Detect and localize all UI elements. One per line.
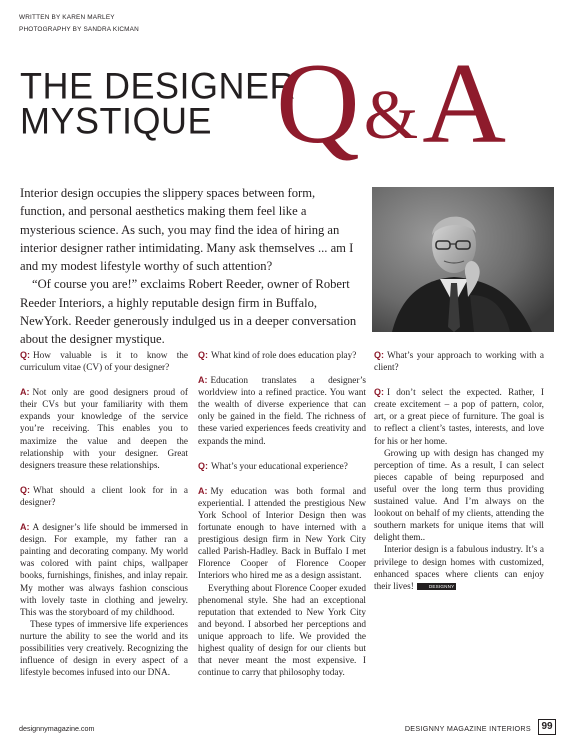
answer-4-continued: Everything about Florence Cooper exuded phenomenal style. She had an exceptional reputation that extended to New York City and beyond. I absorbed her perceptions and unique approach to life. We provided the highest quality of design for our clients but that never meant the most expensive. I continue to carry that philosophy today.: [198, 583, 366, 679]
question-3: What kind of role does education play?: [211, 351, 357, 361]
question-5: What’s your approach to working with a client?: [374, 351, 544, 374]
qa-mark-a: A: [422, 40, 507, 168]
byline-writer: WRITTEN BY KAREN MARLEY: [19, 14, 115, 21]
answer-2-continued: These types of immersive life experiences nurture the ability to see the world and its possibilities very creatively. Recognizing the influence of design in every aspect of a lifestyle becomes infused into our DNA.: [20, 619, 188, 679]
qa-mark-q: Q: [276, 40, 360, 168]
headline-line-1: THE DESIGNER: [20, 64, 297, 107]
intro-paragraph-2: “Of course you are!” exclaims Robert Reeder, owner of Robert Reeder Interiors, a highly reputable design firm in Buffalo, NewYork. Reeder generously indulged us in a deeper conversation about the designer mystique.: [20, 277, 357, 347]
qa-column-3: [374, 349, 544, 593]
answer-label: A:: [20, 522, 30, 533]
footer-website: designnymagazine.com: [19, 724, 95, 733]
closing-paragraph: Interior design is a fabulous industry. It’s a privilege to design homes with customized, enhanced spaces where clients can enjoy their lives!: [374, 545, 544, 592]
answer-label: Q:: [374, 387, 384, 398]
qa-column-1: [20, 349, 188, 679]
question-4: What’s your educational experience?: [211, 461, 348, 472]
answer-4: My education was both formal and experiential. I attended the prestigious New York School of Interior Design then was fortunate enough to have interned with a prestigious design firm in New York City called Parish-Hadley. Back in Buffalo I met Florence Cooper of Florence Cooper Interiors who hired me as a design assistant.: [198, 486, 366, 582]
end-mark-logo: DESIGNNY: [417, 583, 457, 590]
answer-label: A:: [198, 375, 208, 386]
page-number: 99: [538, 719, 556, 735]
answer-label: A:: [20, 387, 30, 398]
question-label: Q:: [20, 484, 30, 495]
portrait-illustration: [372, 187, 554, 332]
question-label: Q:: [198, 350, 208, 360]
question-label: Q:: [198, 460, 208, 471]
answer-1: Not only are good designers proud of their CVs but your familiarity with them expands your knowledge of the service you’re receiving. This enables you to maximize the value and deepen the relationship with your designer. Great designers treasure these relationships.: [20, 388, 188, 471]
qa-title-mark: [276, 40, 507, 168]
headline-line-2: MYSTIQUE: [20, 99, 213, 142]
footer-magazine-title: DESIGNNY MAGAZINE INTERIORS: [404, 724, 531, 733]
portrait-photo: [372, 187, 554, 332]
question-1: How valuable is it to know the curriculum vitae (CV) of your designer?: [20, 351, 188, 374]
answer-2: A designer’s life should be immersed in design. For example, my father ran a painting and decorating company. My world was colored with paint chips, wallpaper books, furnishings, finishes, and inlay repair. My mother was always fashion conscious with lovely taste in clothing and jewelry. This was the storyboard of my childhood.: [20, 523, 188, 618]
question-label: Q:: [374, 350, 384, 360]
question-2: What should a client look for in a designer?: [20, 485, 188, 508]
byline-photographer: PHOTOGRAPHY BY SANDRA KICMAN: [19, 26, 139, 33]
intro-text: [20, 184, 362, 349]
qa-column-2: [198, 349, 366, 679]
answer-label: A:: [198, 485, 208, 496]
qa-mark-ampersand: &: [363, 77, 419, 154]
answer-5-continued: Growing up with design has changed my perception of time. As a result, I can select pieces capable of being repurposed and useful over the long term thus providing sustained value. And I’m always on the lookout on behalf of my clients, attending the southern markets for unique items that will delight them..: [374, 448, 544, 544]
answer-5: I don’t select the expected. Rather, I create excitement – a pop of pattern, color, art, or a great piece of furniture. The goal is to reflect a client’s tastes, interests, and love for his or her home.: [374, 388, 544, 447]
answer-3: Education translates a designer’s worldview into a refined practice. You want the wealth of diverse experience that can only be gained in the field. The richness of these varied experiences feeds creativity and expands the mind.: [198, 376, 366, 447]
intro-paragraph-1: Interior design occupies the slippery spaces between form, function, and personal aesthetics making them feel like a mysterious science. As such, you may find the idea of hiring an interior designer rather intimidating. Many ask themselves ... am I and my modest lifestyle worthy of such attention?: [20, 186, 354, 274]
question-label: Q:: [20, 350, 30, 360]
